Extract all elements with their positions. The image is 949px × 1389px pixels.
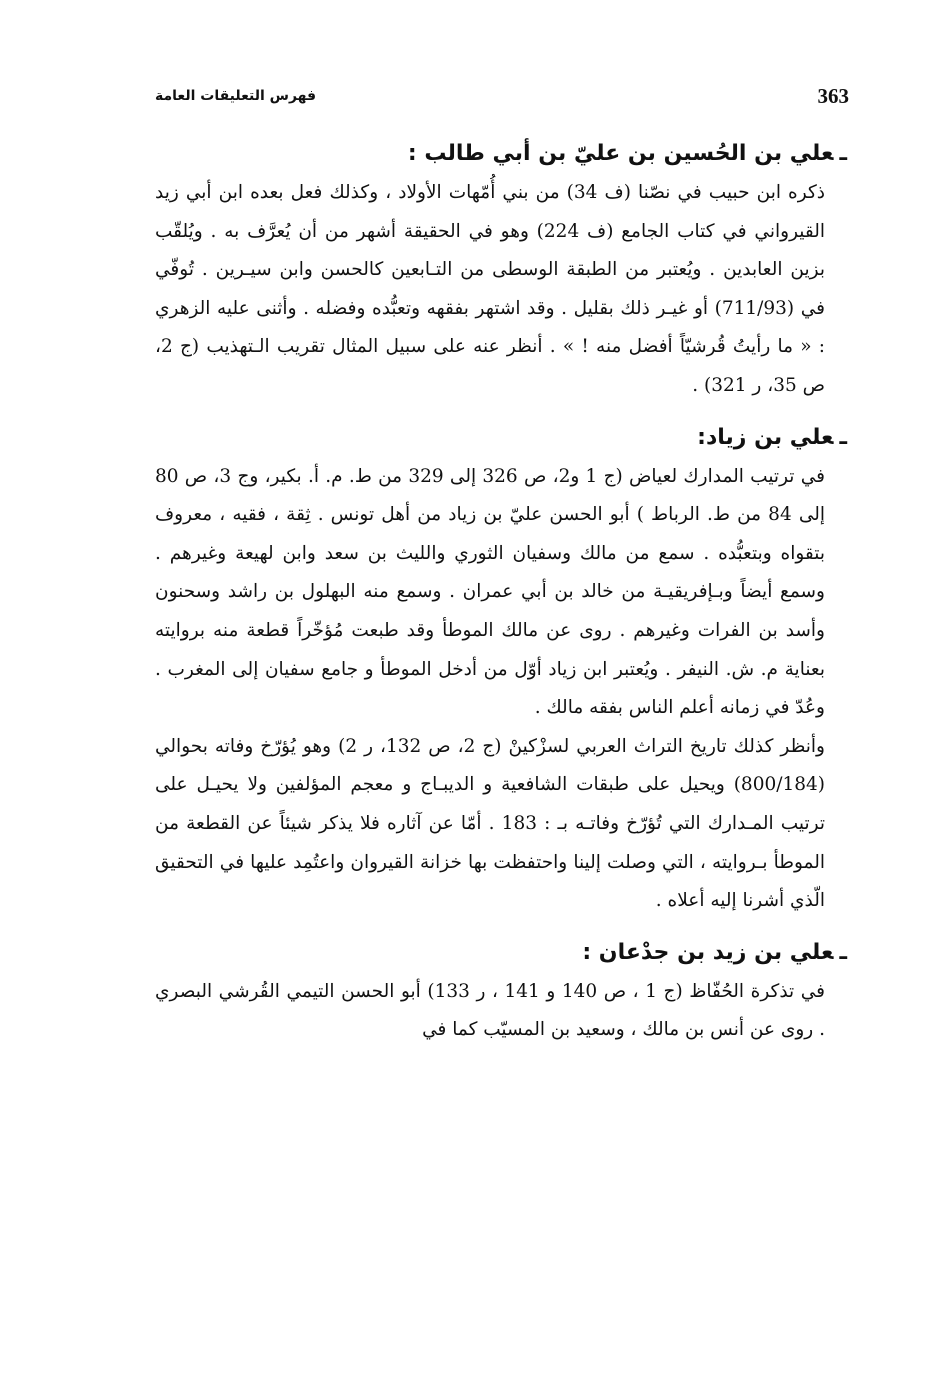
entry-heading-text: علي بن زيد بن جدْعان : [582, 939, 834, 965]
entry-ali-ibn-ziyad [155, 418, 847, 921]
entry-heading: ـعلي بن الحُسين بن عليّ بن أبي طالب : [407, 141, 847, 166]
entry-paragraph: ذكره ابن حبيب في نصّنا (ف 34) من بني أُمّهات الأولاد ، وكذلك فعل بعده ابن أبي زيد القيرواني في كتاب الجامع (ف 224) وهو في الحقيقة أشهر من أن يُعرَّف به . ويُلقّب بزين العابدين . ويُعتبر من الطبقة الوسطى من التـابعين كالحسن وابن سيـرين . تُوفّي في (711/93) أو غيـر ذلك بقليل . وقد اشتهر بفقهه وتعبُّده وفضله . وأثنى عليه الزهري : « ما رأيتُ قُرشيّاً أفضل منه ! » . أنظر عنه على سبيل المثال تقريب الـتهذيب (ج 2، ص 35، ر 321) . [155, 182, 825, 396]
entry-paragraph: في تذكرة الحُفّاظ (ج 1 ، ص 140 و 141 ، ر 133) أبو الحسن التيمي القُرشي البصري . روى عن أنس بن مالك ، وسعيد بن المسيّب كما في [155, 980, 826, 1041]
entry-paragraph: في ترتيب المدارك لعياض (ج 1 و2، ص 326 إلى 329 من ط. م. أ. بكير، وج 3، ص 80 إلى 84 من ط. الرباط ) أبو الحسن عليّ بن زياد من أهل تونس . ثِقة ، فقيه ، معروف بتقواه وبتعبُّده . سمع من مالك وسفيان الثوري والليث بن سعد وابن لهيعة وغيرهم . وسمع أيضاً وبـإفريقيـة من خالد بن أبي عمران . وسمع منه البهلول بن راشد وسحنون وأسد بن الفرات وغيرهم . روى عن مالك الموطأ وقد طبعت مُؤخّراً قطعة منه بروايته بعناية م. ش. النيفر . ويُعتبر ابن زياد أوّل من أدخل الموطأ و جامع سفيان إلى المغرب . وعُدّ في زمانه أعلم الناس بفقه مالك . [155, 465, 826, 719]
running-title: فهرس التعليقات العامة [155, 88, 317, 104]
entry-paragraph: وأنظر كذلك تاريخ التراث العربي لسزْكينْ (ج 2، ص 132، ر 2) وهو يُؤرّخ وفاته بحوالي (800/184) ويحيل على طبقات الشافعية و الديبـاج و معجم المؤلفين ولا يحيـل على ترتيب المـدارك التي تُؤرّخ وفاتـه بـ : 183 . أمّا عن آثاره فلا يذكر شيئاً عن القطعة من الموطأ بـروايته ، التي وصلت إلينا واحتفظت بها خزانة القيروان واعتُمِد عليها في التحقيق الّذي أشرنا إليه أعلاه . [155, 735, 825, 912]
entry-heading: ـعلي بن زيد بن جدْعان : [582, 939, 847, 965]
document-body [155, 128, 847, 1050]
page-header [155, 84, 849, 120]
entry-heading-text: علي بن زياد: [697, 424, 834, 450]
page-number: 363 [817, 84, 849, 108]
entry-heading: ـعلي بن زياد: [697, 424, 847, 450]
entry-ali-ibn-zayd-ibn-jadan [155, 933, 847, 1050]
entry-heading-text: علي بن الحُسين بن عليّ بن أبي طالب : [407, 141, 834, 166]
entry-ali-ibn-al-husayn [155, 134, 847, 406]
